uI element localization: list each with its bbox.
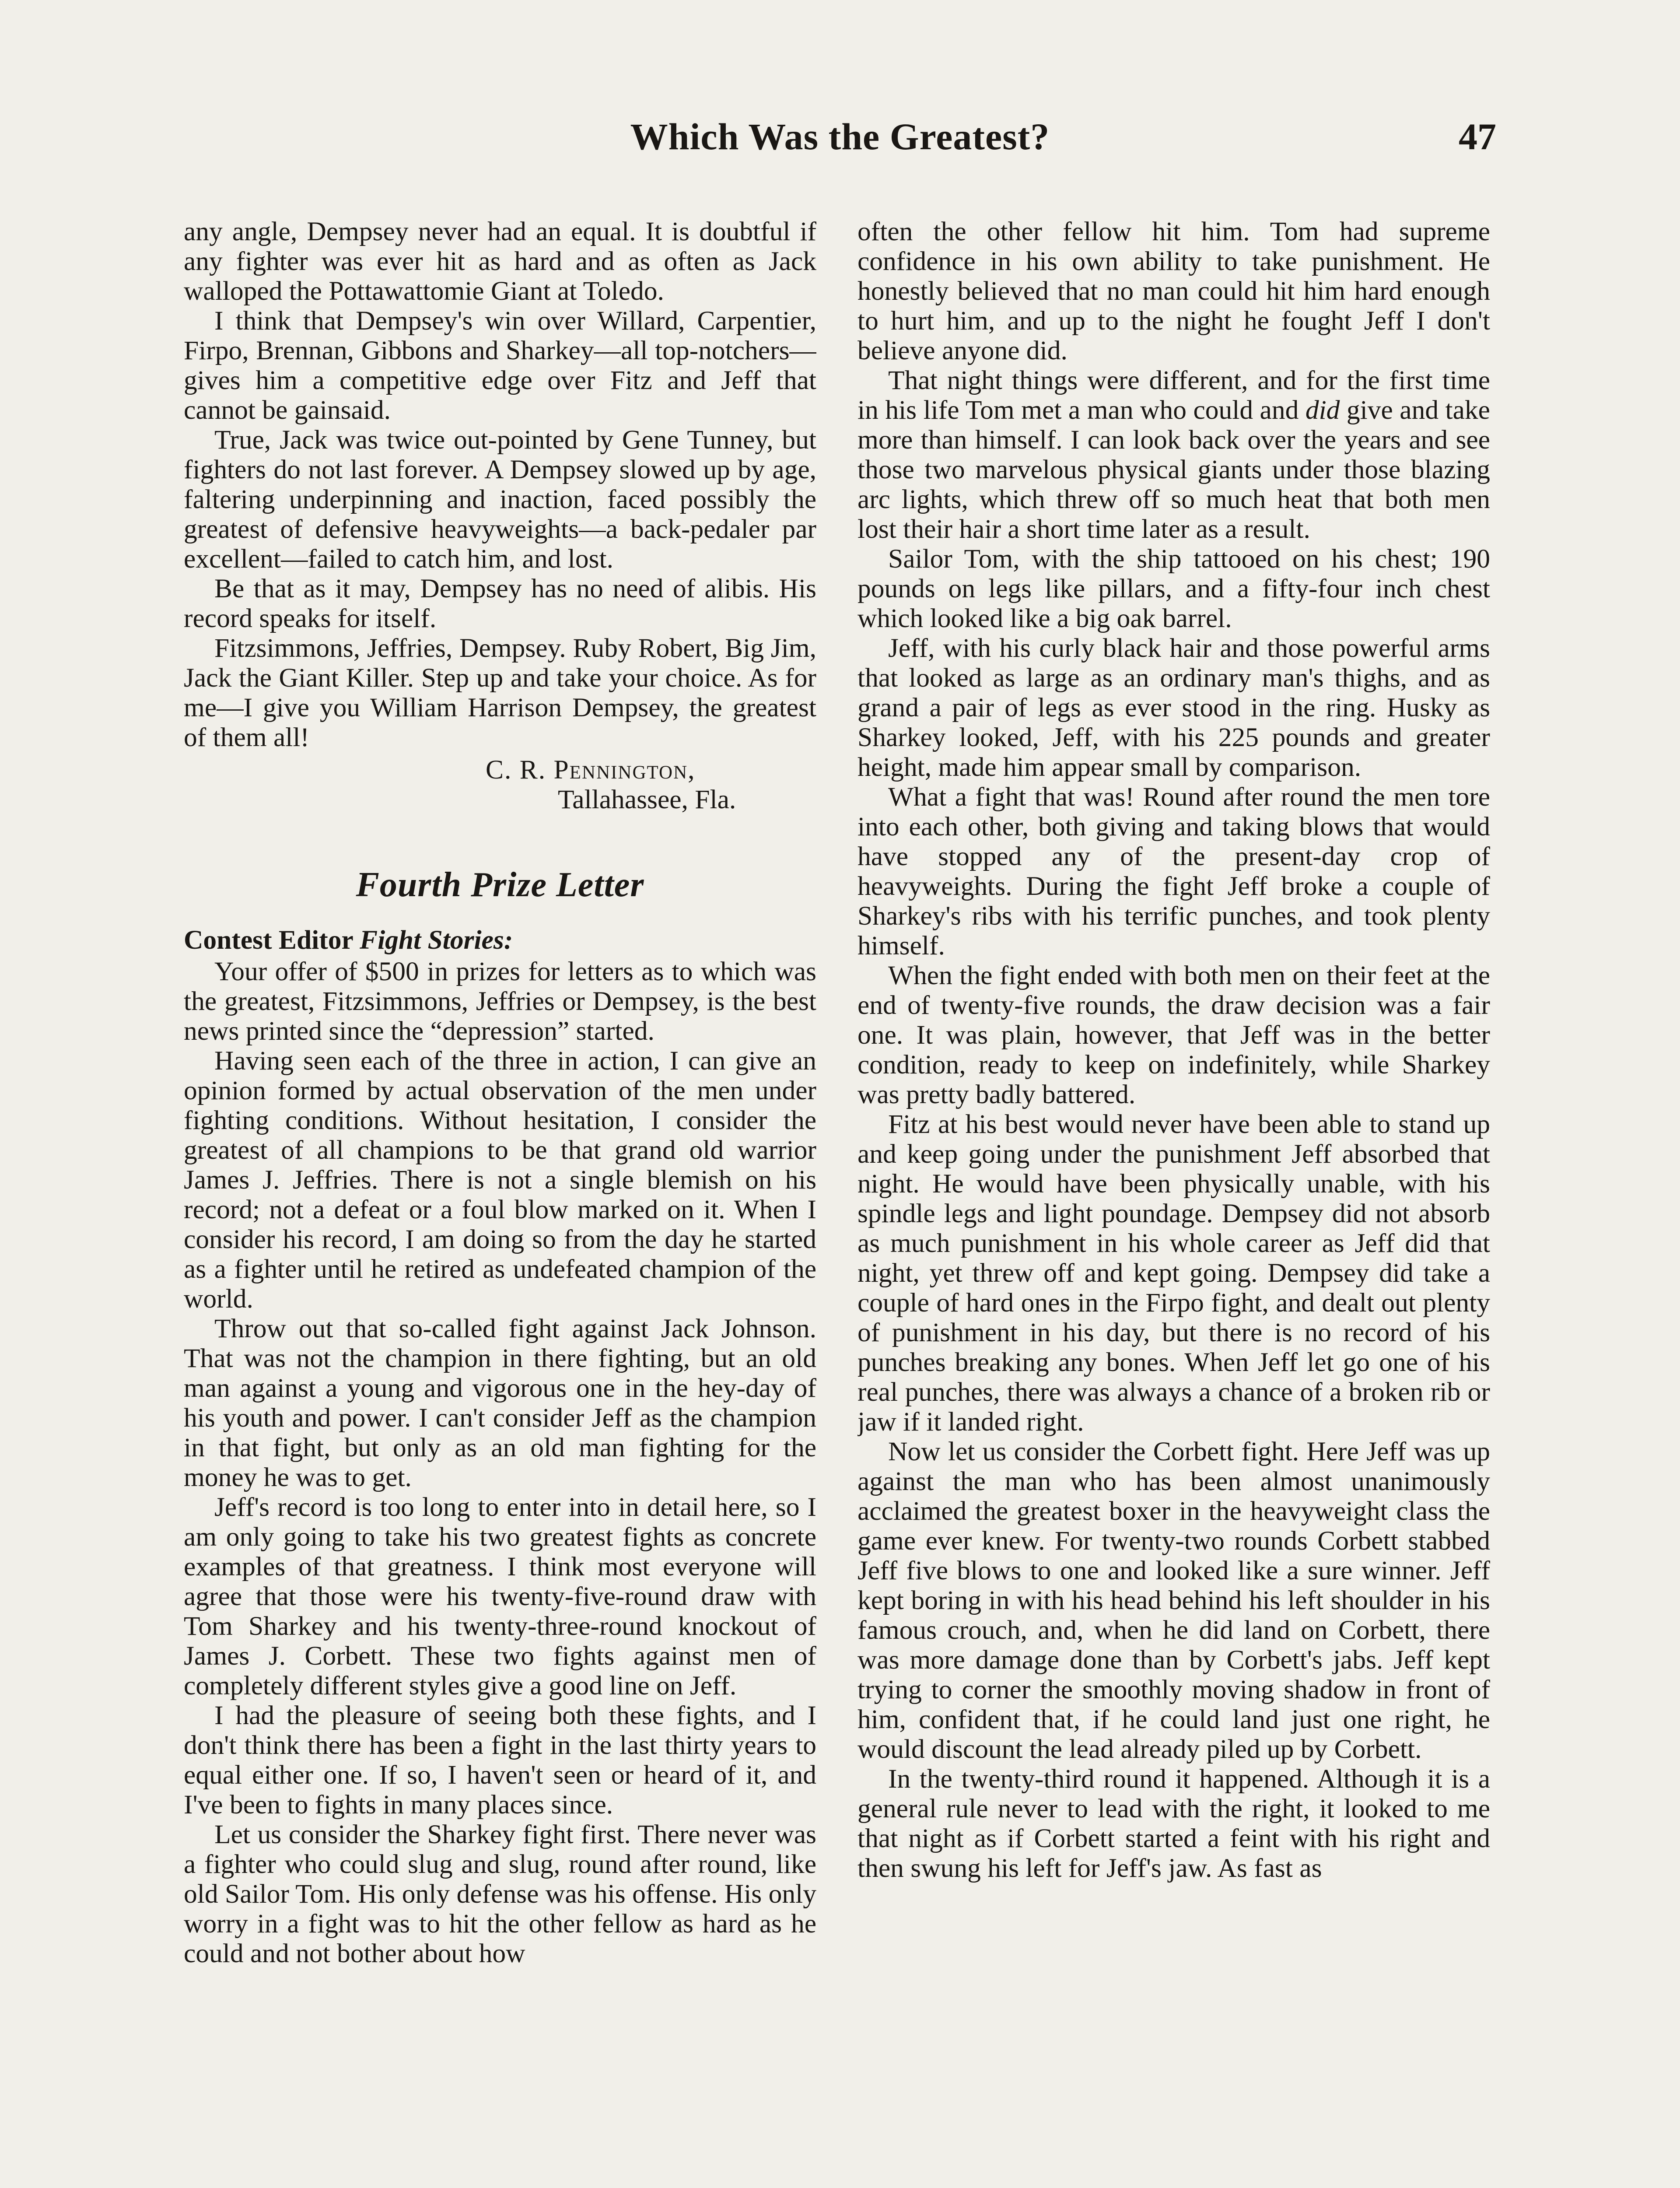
paragraph-part: That night things were different, and for the first time in his life Tom met a man who could and <box>858 365 1490 425</box>
paragraph-part: give and take more than himself. I can look back over the years and see those two marvelous physical giants under those blazing arc lights, which threw off so much heat that both men lost their hair a short time later as a result. <box>858 395 1490 544</box>
paragraph: Fitz at his best would never have been able to stand up and keep going under the punishment Jeff absorbed that night. He would have been physically unable, with his spindle legs and light poundage. Dempsey did not absorb as much punishment in his whole career as Jeff did that night, yet threw off and kept going. Dempsey did take a couple of hard ones in the Firpo fight, and dealt out plenty of punishment in his day, but there is no record of his punches breaking any bones. When Jeff let go one of his real punches, there was always a chance of a broken rib or jaw if it landed right. <box>858 1109 1490 1437</box>
right-column-text <box>858 217 1490 1883</box>
magazine-name: Fight Stories: <box>360 925 513 955</box>
paragraph: What a fight that was! Round after round the men tore into each other, both giving and taking blows that would have stopped any of the present-day crop of heavyweights. During the fight Jeff broke a couple of Sharkey's ribs with his terrific punches, and took plenty himself. <box>858 782 1490 961</box>
paragraph: I had the pleasure of seeing both these fights, and I don't think there has been a fight in the last thirty years to equal either one. If so, I haven't seen or heard of it, and I've been to fights in many places since. <box>184 1701 816 1820</box>
emphasis: did <box>1305 395 1340 425</box>
paragraph: Let us consider the Sharkey fight first. There never was a fighter who could slug and slug, round after round, like old Sailor Tom. His only defense was his offense. His only worry in a fight was to hit the other fellow as hard as he could and not bother about how <box>184 1820 816 1968</box>
paragraph: Now let us consider the Corbett fight. Here Jeff was up against the man who has been almost unanimously acclaimed the greatest boxer in the heavyweight class the game ever knew. For twenty-two rounds Corbett stabbed Jeff five blows to one and looked like a sure winner. Jeff kept boring in with his head behind his left shoulder in his famous crouch, and, when he did land on Corbett, there was more damage done than by Corbett's jabs. Jeff kept trying to corner the smoothly moving shadow in front of him, confident that, if he could land just one right, he would discount the lead already piled up by Corbett. <box>858 1437 1490 1764</box>
left-column <box>184 217 816 2188</box>
paragraph: I think that Dempsey's win over Willard, Carpentier, Firpo, Brennan, Gibbons and Sharkey—all top-notchers—gives him a competitive edge over Fitz and Jeff that cannot be gainsaid. <box>184 306 816 425</box>
paragraph: When the fight ended with both men on their feet at the end of twenty-five rounds, the draw decision was a fair one. It was plain, however, that Jeff was in the better condition, ready to keep on indefinitely, while Sharkey was pretty badly battered. <box>858 961 1490 1109</box>
paragraph: often the other fellow hit him. Tom had supreme confidence in his own ability to take punishment. He honestly believed that no man could hit him hard enough to hurt him, and up to the night he fought Jeff I don't believe anyone did. <box>858 217 1490 365</box>
letter-body-left <box>184 957 816 1968</box>
salutation-prefix: Contest Editor <box>184 925 360 955</box>
paragraph: Having seen each of the three in action, I can give an opinion formed by actual observation of the men under fighting conditions. Without hesitation, I consider the greatest of all champions to be that grand old warrior James J. Jeffries. There is not a single blemish on his record; not a defeat or a foul blow marked on it. When I consider his record, I am doing so from the day he started as a fighter until he retired as undefeated champion of the world. <box>184 1046 816 1314</box>
page-number: 47 <box>1459 116 1496 158</box>
salutation <box>184 925 816 955</box>
paragraph <box>858 365 1490 544</box>
paragraph: any angle, Dempsey never had an equal. It is doubtful if any fighter was ever hit as hard and as often as Jack walloped the Pottawattomie Giant at Toledo. <box>184 217 816 306</box>
paragraph: True, Jack was twice out-pointed by Gene Tunney, but fighters do not last forever. A Dempsey slowed up by age, faltering underpinning and inaction, faced possibly the greatest of defensive heavyweights—a back-pedaler par excellent—failed to catch him, and lost. <box>184 425 816 574</box>
signature-name: C. R. Pennington, <box>486 755 696 785</box>
right-column <box>858 217 1490 2188</box>
paragraph: Throw out that so-called fight against Jack Johnson. That was not the champion in there fighting, but an old man against a young and vigorous one in the hey-day of his youth and power. I can't consider Jeff as the champion in that fight, but only as an old man fighting for the money he was to get. <box>184 1314 816 1492</box>
page-header <box>184 115 1496 180</box>
paragraph: Sailor Tom, with the ship tattooed on his chest; 190 pounds on legs like pillars, and a fifty-four inch chest which looked like a big oak barrel. <box>858 544 1490 633</box>
paragraph: Be that as it may, Dempsey has no need of alibis. His record speaks for itself. <box>184 574 816 633</box>
running-title: Which Was the Greatest? <box>630 116 1050 158</box>
paragraph: Fitzsimmons, Jeffries, Dempsey. Ruby Robert, Big Jim, Jack the Giant Killer. Step up and take your choice. As for me—I give you William Harrison Dempsey, the greatest of them all! <box>184 633 816 752</box>
signature <box>184 755 816 814</box>
section-heading: Fourth Prize Letter <box>356 866 644 904</box>
paragraph: Jeff, with his curly black hair and those powerful arms that looked as large as an ordinary man's thighs, and as grand a pair of legs as ever stood in the ring. Husky as Sharkey looked, Jeff, with his 225 pounds and greater height, made him appear small by comparison. <box>858 633 1490 782</box>
paragraph: Jeff's record is too long to enter into in detail here, so I am only going to take his two greatest fights as concrete examples of that greatness. I think most everyone will agree that those were his twenty-five-round draw with Tom Sharkey and his twenty-three-round knockout of James J. Corbett. These two fights against men of completely different styles give a good line on Jeff. <box>184 1492 816 1701</box>
signature-place: Tallahassee, Fla. <box>558 785 736 814</box>
left-column-text <box>184 217 816 752</box>
paragraph: In the twenty-third round it happened. Although it is a general rule never to lead with the right, it looked to me that night as if Corbett started a feint with his right and then swung his left for Jeff's jaw. As fast as <box>858 1764 1490 1883</box>
paragraph: Your offer of $500 in prizes for letters as to which was the greatest, Fitzsimmons, Jeffries or Dempsey, is the best news printed since the “depression” started. <box>184 957 816 1046</box>
